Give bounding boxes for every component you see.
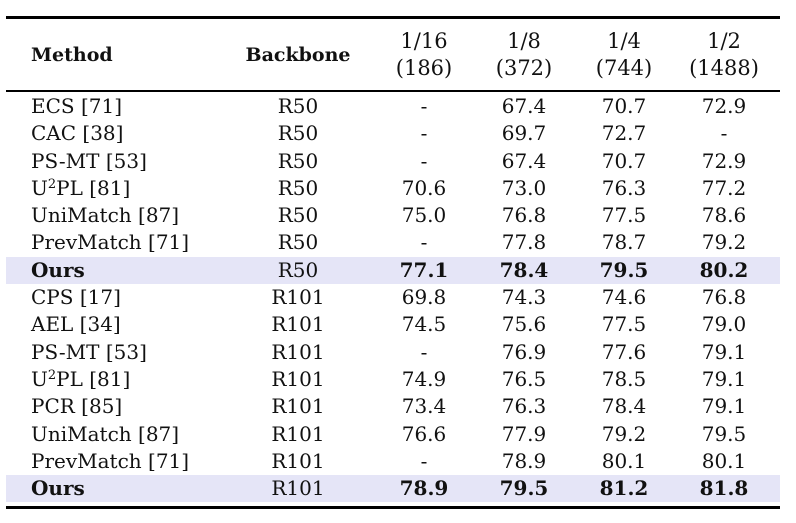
table-row: [6, 393, 780, 420]
method-cell: UniMatch [87]: [31, 421, 180, 446]
score-cell: 77.8: [501, 230, 547, 255]
score-cell: 72.9: [701, 148, 747, 173]
backbone-cell: R50: [277, 230, 319, 255]
score-cell: -: [420, 230, 428, 255]
score-cell: 70.7: [601, 94, 647, 118]
score-cell: 79.5: [599, 257, 649, 282]
score-cell: 77.1: [399, 257, 449, 282]
backbone-cell: R101: [271, 448, 325, 473]
score-cell: 70.7: [601, 148, 647, 173]
score-cell: -: [420, 448, 428, 473]
split-count: (372): [495, 55, 553, 80]
score-cell: 78.7: [601, 230, 647, 255]
score-cell: 77.9: [501, 421, 547, 446]
table-row: [6, 284, 780, 311]
split-fraction: 1/4: [607, 28, 641, 53]
header-backbone: Backbone: [245, 43, 351, 66]
table-row: [6, 311, 780, 338]
score-cell: 80.2: [699, 257, 749, 282]
header-method: Method: [31, 43, 113, 66]
score-cell: 78.9: [399, 476, 449, 501]
score-cell: 74.9: [401, 366, 447, 391]
score-cell: 79.1: [701, 366, 747, 391]
method-cell: PCR [85]: [31, 394, 123, 419]
score-cell: 67.4: [501, 148, 547, 173]
method-cell: PS-MT [53]: [31, 148, 147, 173]
table-body: [6, 93, 780, 502]
header-split-1-2: [674, 19, 774, 90]
table-row: [6, 120, 780, 147]
score-cell: 76.5: [501, 366, 547, 391]
method-cell: [31, 175, 130, 202]
table-row-ours: [6, 475, 780, 502]
method-cell: Ours: [31, 476, 85, 501]
method-name-suffix: PL [81]: [56, 366, 131, 391]
score-cell: 80.1: [701, 448, 747, 473]
score-cell: 76.6: [401, 421, 447, 446]
backbone-cell: R101: [271, 312, 325, 337]
score-cell: 79.1: [701, 339, 747, 364]
score-cell: 69.7: [501, 121, 547, 146]
table-row: [6, 229, 780, 256]
method-cell: ECS [71]: [31, 94, 123, 118]
score-cell: 78.4: [601, 394, 647, 419]
score-cell: 79.2: [601, 421, 647, 446]
score-cell: 75.6: [501, 312, 547, 337]
split-count: (744): [595, 55, 653, 80]
score-cell: -: [420, 148, 428, 173]
score-cell: 75.0: [401, 203, 447, 228]
score-cell: 78.6: [701, 203, 747, 228]
score-cell: 79.5: [701, 421, 747, 446]
score-cell: 70.6: [401, 175, 447, 200]
score-cell: 79.5: [499, 476, 549, 501]
method-name-suffix: PL [81]: [56, 175, 131, 200]
score-cell: 67.4: [501, 94, 547, 118]
score-cell: 72.7: [601, 121, 647, 146]
score-cell: 80.1: [601, 448, 647, 473]
backbone-cell: R50: [277, 121, 319, 146]
backbone-cell: R101: [271, 366, 325, 391]
backbone-cell: R50: [277, 94, 319, 118]
method-name-prefix: U: [31, 366, 48, 391]
score-cell: 79.2: [701, 230, 747, 255]
backbone-cell: R101: [271, 339, 325, 364]
score-cell: 77.2: [701, 175, 747, 200]
table-row: [6, 175, 780, 202]
score-cell: 79.0: [701, 312, 747, 337]
table-header: [6, 19, 780, 90]
backbone-cell: R50: [277, 203, 319, 228]
method-cell: CPS [17]: [31, 285, 121, 310]
score-cell: 72.9: [701, 94, 747, 118]
table-row: [6, 421, 780, 448]
score-cell: 77.5: [601, 312, 647, 337]
score-cell: 81.2: [599, 476, 649, 501]
score-cell: 76.8: [701, 285, 747, 310]
table-row: [6, 202, 780, 229]
backbone-cell: R101: [271, 476, 325, 501]
score-cell: 77.5: [601, 203, 647, 228]
score-cell: 81.8: [699, 476, 749, 501]
score-cell: 74.5: [401, 312, 447, 337]
score-cell: 76.3: [501, 394, 547, 419]
table-row: [6, 339, 780, 366]
score-cell: 78.5: [601, 366, 647, 391]
score-cell: 74.3: [501, 285, 547, 310]
method-cell: AEL [34]: [31, 312, 121, 337]
backbone-cell: R101: [271, 285, 325, 310]
method-cell: CAC [38]: [31, 121, 124, 146]
table-row: [6, 148, 780, 175]
score-cell: 76.9: [501, 339, 547, 364]
backbone-cell: R101: [271, 421, 325, 446]
method-name-superscript: 2: [47, 176, 57, 192]
header-split-1-8: [474, 19, 574, 90]
split-count: (1488): [689, 55, 759, 80]
score-cell: 74.6: [601, 285, 647, 310]
table-row-ours: [6, 257, 780, 284]
split-count: (186): [395, 55, 453, 80]
score-cell: -: [420, 121, 428, 146]
split-fraction: 1/2: [707, 28, 741, 53]
method-name-prefix: U: [31, 175, 48, 200]
table-row: [6, 366, 780, 393]
score-cell: 76.3: [601, 175, 647, 200]
method-cell: Ours: [31, 257, 85, 282]
backbone-cell: R50: [277, 175, 319, 200]
score-cell: -: [420, 339, 428, 364]
score-cell: 79.1: [701, 394, 747, 419]
score-cell: 76.8: [501, 203, 547, 228]
table-row: [6, 448, 780, 475]
score-cell: -: [720, 121, 728, 146]
method-cell: UniMatch [87]: [31, 203, 180, 228]
score-cell: 73.4: [401, 394, 447, 419]
score-cell: 78.9: [501, 448, 547, 473]
score-cell: 77.6: [601, 339, 647, 364]
split-fraction: 1/16: [400, 28, 448, 53]
header-rule: [6, 90, 780, 92]
method-name-superscript: 2: [47, 367, 57, 383]
bottom-rule: [6, 506, 780, 509]
backbone-cell: R50: [277, 148, 319, 173]
backbone-cell: R50: [277, 257, 319, 282]
header-split-1-16: [374, 19, 474, 90]
method-cell: PS-MT [53]: [31, 339, 147, 364]
header-split-1-4: [574, 19, 674, 90]
score-cell: 69.8: [401, 285, 447, 310]
method-cell: [31, 366, 130, 393]
backbone-cell: R101: [271, 394, 325, 419]
split-fraction: 1/8: [507, 28, 541, 53]
score-cell: 73.0: [501, 175, 547, 200]
method-cell: PrevMatch [71]: [31, 230, 190, 255]
score-cell: -: [420, 94, 428, 118]
method-cell: PrevMatch [71]: [31, 448, 190, 473]
score-cell: 78.4: [499, 257, 549, 282]
table-row: [6, 93, 780, 120]
